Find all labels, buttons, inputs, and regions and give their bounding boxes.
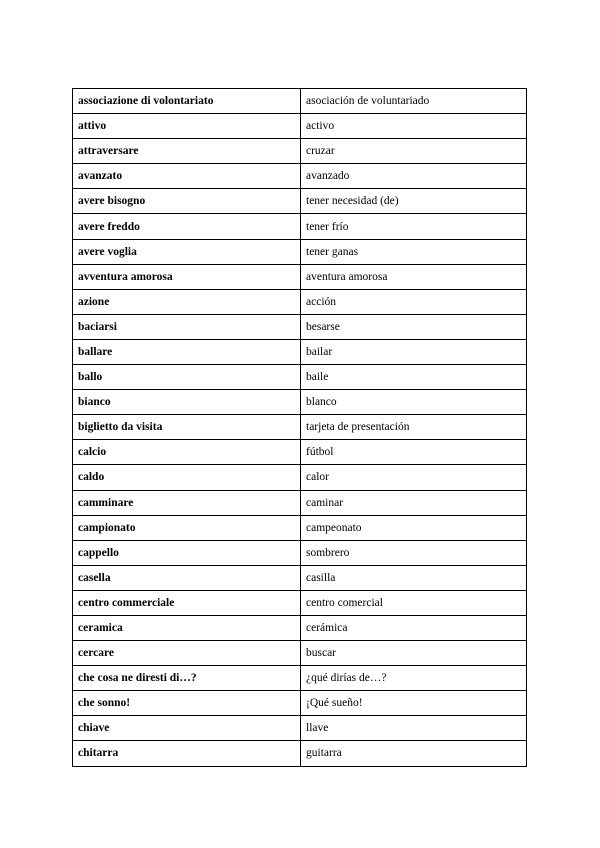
spanish-translation: ¡Qué sueño! (301, 691, 527, 716)
table-row (73, 114, 527, 139)
spanish-translation: tener necesidad (de) (301, 189, 527, 214)
italian-term: che cosa ne diresti di…? (73, 666, 301, 691)
table-row (73, 641, 527, 666)
italian-term: avanzato (73, 164, 301, 189)
spanish-translation: buscar (301, 641, 527, 666)
italian-term: avere freddo (73, 214, 301, 239)
table-row (73, 390, 527, 415)
table-row (73, 289, 527, 314)
spanish-translation: guitarra (301, 741, 527, 766)
spanish-translation: llave (301, 716, 527, 741)
table-row (73, 666, 527, 691)
spanish-translation: calor (301, 465, 527, 490)
table-row (73, 189, 527, 214)
spanish-translation: tener frío (301, 214, 527, 239)
table-row (73, 214, 527, 239)
table-row (73, 615, 527, 640)
table-row (73, 716, 527, 741)
italian-term: avventura amorosa (73, 264, 301, 289)
table-row (73, 490, 527, 515)
table-row (73, 465, 527, 490)
spanish-translation: ¿qué dirías de…? (301, 666, 527, 691)
spanish-translation: tarjeta de presentación (301, 415, 527, 440)
italian-term: ballo (73, 365, 301, 390)
italian-term: ceramica (73, 615, 301, 640)
spanish-translation: casilla (301, 565, 527, 590)
table-row (73, 540, 527, 565)
italian-term: camminare (73, 490, 301, 515)
spanish-translation: baile (301, 365, 527, 390)
spanish-translation: aventura amorosa (301, 264, 527, 289)
spanish-translation: cerámica (301, 615, 527, 640)
table-row (73, 515, 527, 540)
spanish-translation: besarse (301, 314, 527, 339)
table-row (73, 314, 527, 339)
table-row (73, 264, 527, 289)
table-row (73, 691, 527, 716)
italian-term: avere bisogno (73, 189, 301, 214)
italian-term: chitarra (73, 741, 301, 766)
italian-term: bianco (73, 390, 301, 415)
spanish-translation: fútbol (301, 440, 527, 465)
table-row (73, 741, 527, 766)
spanish-translation: asociación de voluntariado (301, 89, 527, 114)
spanish-translation: avanzado (301, 164, 527, 189)
table-row (73, 89, 527, 114)
italian-term: attivo (73, 114, 301, 139)
italian-term: casella (73, 565, 301, 590)
spanish-translation: cruzar (301, 139, 527, 164)
italian-term: campionato (73, 515, 301, 540)
spanish-translation: caminar (301, 490, 527, 515)
italian-term: biglietto da visita (73, 415, 301, 440)
italian-term: centro commerciale (73, 590, 301, 615)
italian-term: avere voglia (73, 239, 301, 264)
table-row (73, 565, 527, 590)
table-row (73, 440, 527, 465)
table-row (73, 239, 527, 264)
spanish-translation: tener ganas (301, 239, 527, 264)
italian-term: caldo (73, 465, 301, 490)
italian-term: cercare (73, 641, 301, 666)
spanish-translation: bailar (301, 339, 527, 364)
italian-term: baciarsi (73, 314, 301, 339)
italian-term: associazione di volontariato (73, 89, 301, 114)
italian-term: attraversare (73, 139, 301, 164)
table-row (73, 164, 527, 189)
table-row (73, 139, 527, 164)
table-row (73, 339, 527, 364)
spanish-translation: blanco (301, 390, 527, 415)
italian-term: cappello (73, 540, 301, 565)
spanish-translation: activo (301, 114, 527, 139)
italian-term: ballare (73, 339, 301, 364)
spanish-translation: campeonato (301, 515, 527, 540)
spanish-translation: centro comercial (301, 590, 527, 615)
table-row (73, 415, 527, 440)
italian-term: azione (73, 289, 301, 314)
table-row (73, 590, 527, 615)
italian-term: chiave (73, 716, 301, 741)
vocabulary-table-body (73, 89, 527, 767)
table-row (73, 365, 527, 390)
spanish-translation: sombrero (301, 540, 527, 565)
vocabulary-table (72, 88, 527, 767)
spanish-translation: acción (301, 289, 527, 314)
italian-term: calcio (73, 440, 301, 465)
italian-term: che sonno! (73, 691, 301, 716)
